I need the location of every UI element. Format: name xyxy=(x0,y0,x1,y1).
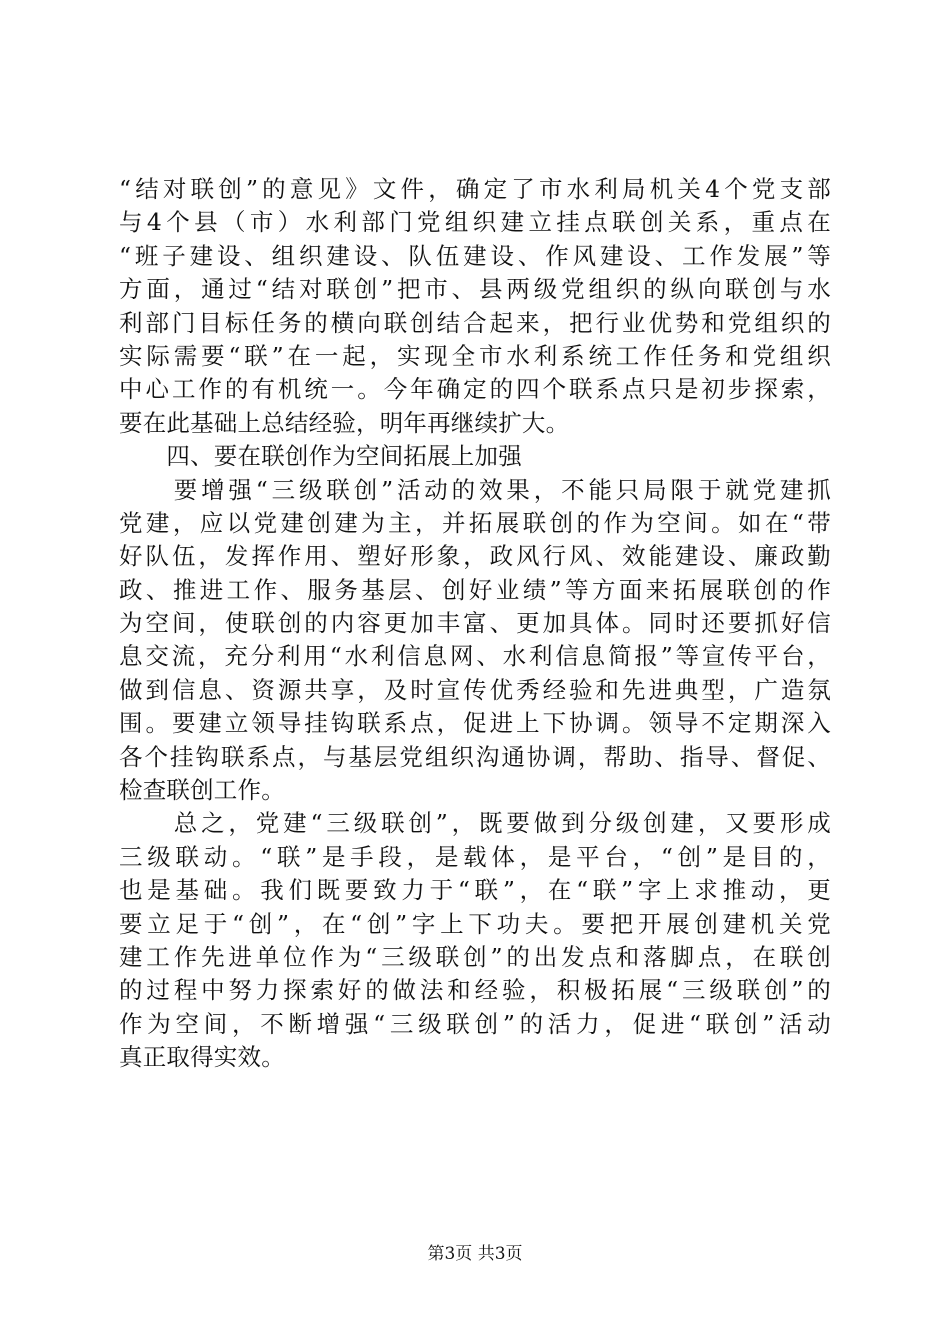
text-line: 各个挂钩联系点，与基层党组织沟通协调，帮助、指导、督促、 xyxy=(119,742,831,771)
text-line: 利部门目标任务的横向联创结合起来，把行业优势和党组织的 xyxy=(119,308,831,337)
text-line: 息交流，充分利用“水利信息网、水利信息简报”等宣传平台， xyxy=(119,642,831,671)
text-line: 与4个县（市）水利部门党组织建立挂点联创关系，重点在 xyxy=(119,208,831,237)
document-body xyxy=(119,173,831,1075)
section-heading: 四、要在联创作为空间拓展上加强 xyxy=(119,442,522,471)
text-line: 的过程中努力探索好的做法和经验，积极拓展“三级联创”的 xyxy=(119,976,831,1005)
text-line: “班子建设、组织建设、队伍建设、作风建设、工作发展”等 xyxy=(119,241,831,270)
text-line: 中心工作的有机统一。今年确定的四个联系点只是初步探索， xyxy=(119,375,831,404)
text-line: 总之，党建“三级联创”，既要做到分级创建，又要形成 xyxy=(119,809,831,838)
text-line: 好队伍，发挥作用、塑好形象，政风行风、效能建设、廉政勤 xyxy=(119,542,831,571)
text-line: “结对联创”的意见》文件，确定了市水利局机关4个党支部 xyxy=(119,175,831,203)
text-line: 建工作先进单位作为“三级联创”的出发点和落脚点，在联创 xyxy=(119,942,831,971)
text-line: 检查联创工作。 xyxy=(119,776,285,805)
text-line: 要立足于“创”，在“创”字上下功夫。要把开展创建机关党 xyxy=(119,909,831,938)
text-line: 政、推进工作、服务基层、创好业绩”等方面来拓展联创的作 xyxy=(119,575,831,604)
text-line: 围。要建立领导挂钩联系点，促进上下协调。领导不定期深入 xyxy=(119,709,831,738)
text-line: 也是基础。我们既要致力于“联”，在“联”字上求推动，更 xyxy=(119,876,831,905)
text-line: 真正取得实效。 xyxy=(119,1043,285,1072)
text-line: 实际需要“联”在一起，实现全市水利系统工作任务和党组织 xyxy=(119,341,831,370)
text-line: 党建，应以党建创建为主，并拓展联创的作为空间。如在“带 xyxy=(119,508,831,537)
text-line: 三级联动。“联”是手段，是载体，是平台，“创”是目的， xyxy=(119,842,831,871)
text-line: 要在此基础上总结经验，明年再继续扩大。 xyxy=(119,408,570,437)
page-footer: 第3页 共3页 xyxy=(427,1244,523,1264)
text-line: 作为空间，不断增强“三级联创”的活力，促进“联创”活动 xyxy=(119,1009,831,1038)
text-line: 要增强“三级联创”活动的效果，不能只局限于就党建抓 xyxy=(119,475,831,504)
text-line: 做到信息、资源共享，及时宣传优秀经验和先进典型，广造氛 xyxy=(119,675,831,704)
text-line: 方面，通过“结对联创”把市、县两级党组织的纵向联创与水 xyxy=(119,275,831,304)
text-line: 为空间，使联创的内容更加丰富、更加具体。同时还要抓好信 xyxy=(119,609,831,638)
